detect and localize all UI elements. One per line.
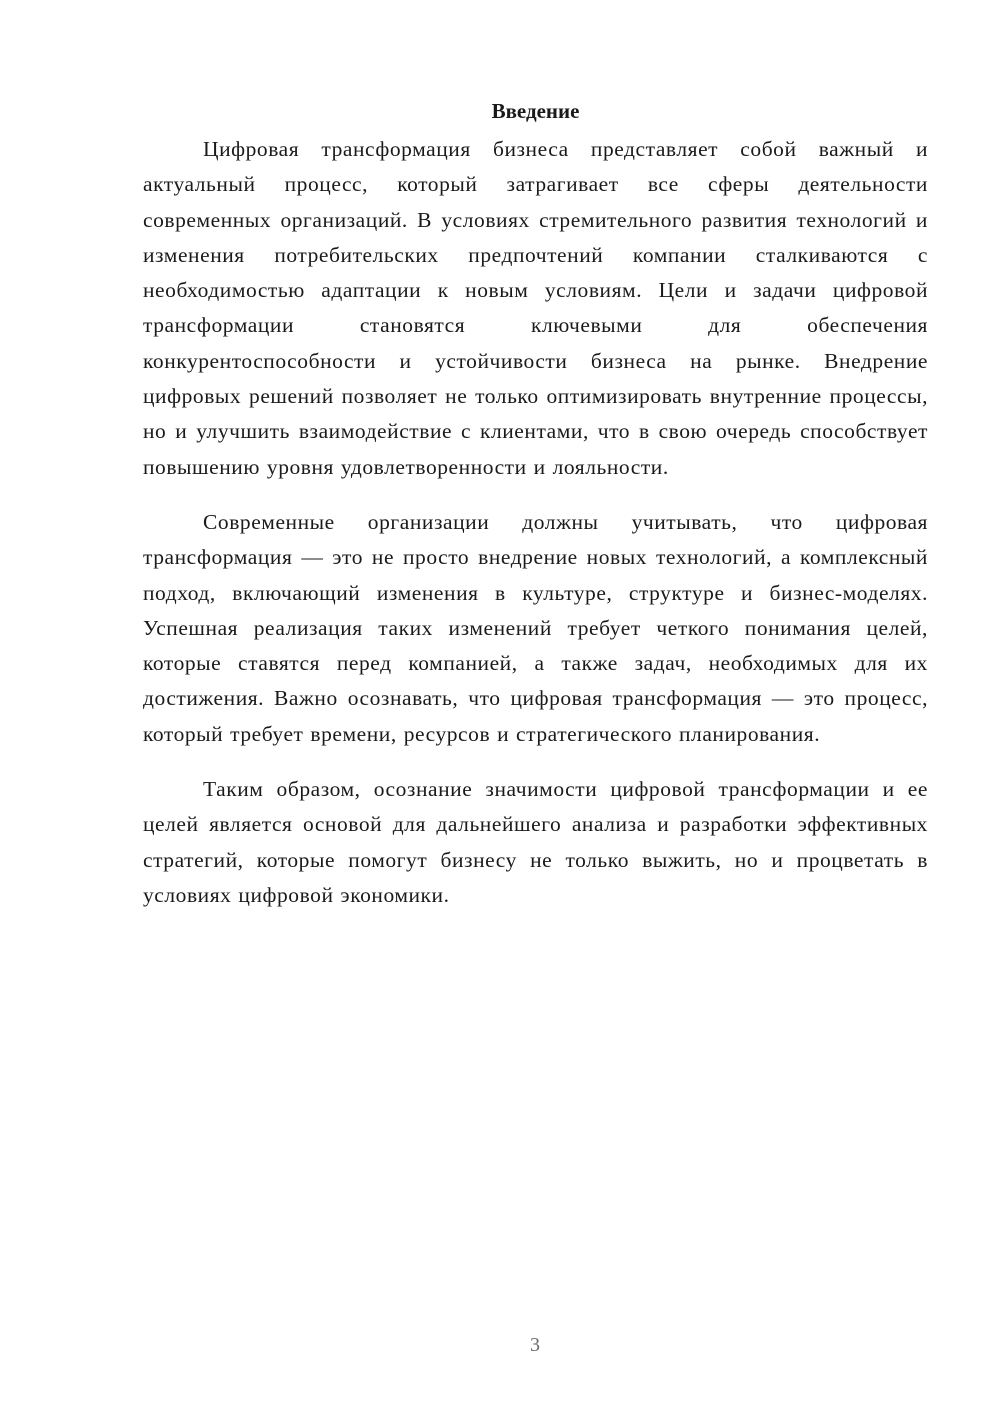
page-number: 3	[530, 1334, 540, 1356]
section-heading: Введение	[491, 99, 580, 123]
document-page	[143, 96, 928, 933]
paragraph-2: Современные организации должны учитывать, что цифровая трансформация — это не просто внедрение новых технологий, а комплексный подход, включающий изменения в культуре, структуре и бизнес-моделях. Успешная реализация таких изменений требует четкого понимания целей, которые ставятся перед компанией, а также задач, необходимых для их достижения. Важно осознавать, что цифровая трансформация — это процесс, который требует времени, ресурсов и стратегического планирования.	[143, 509, 928, 746]
paragraph-3: Таким образом, осознание значимости цифровой трансформации и ее целей является основой для дальнейшего анализа и разработки эффективных стратегий, которые помогут бизнесу не только выжить, но и процветать в условиях цифровой экономики.	[143, 777, 928, 907]
paragraph-1: Цифровая трансформация бизнеса представляет собой важный и актуальный процесс, который затрагивает все сферы деятельности современных организаций. В условиях стремительного развития технологий и изменения потребительских предпочтений компании сталкиваются с необходимостью адаптации к новым условиям. Цели и задачи цифровой трансформации становятся ключевыми для обеспечения конкурентоспособности и устойчивости бизнеса на рынке. Внедрение цифровых решений позволяет не только оптимизировать внутренние процессы, но и улучшить взаимодействие с клиентами, что в свою очередь способствует повышению уровня удовлетворенности и лояльности.	[143, 137, 928, 479]
